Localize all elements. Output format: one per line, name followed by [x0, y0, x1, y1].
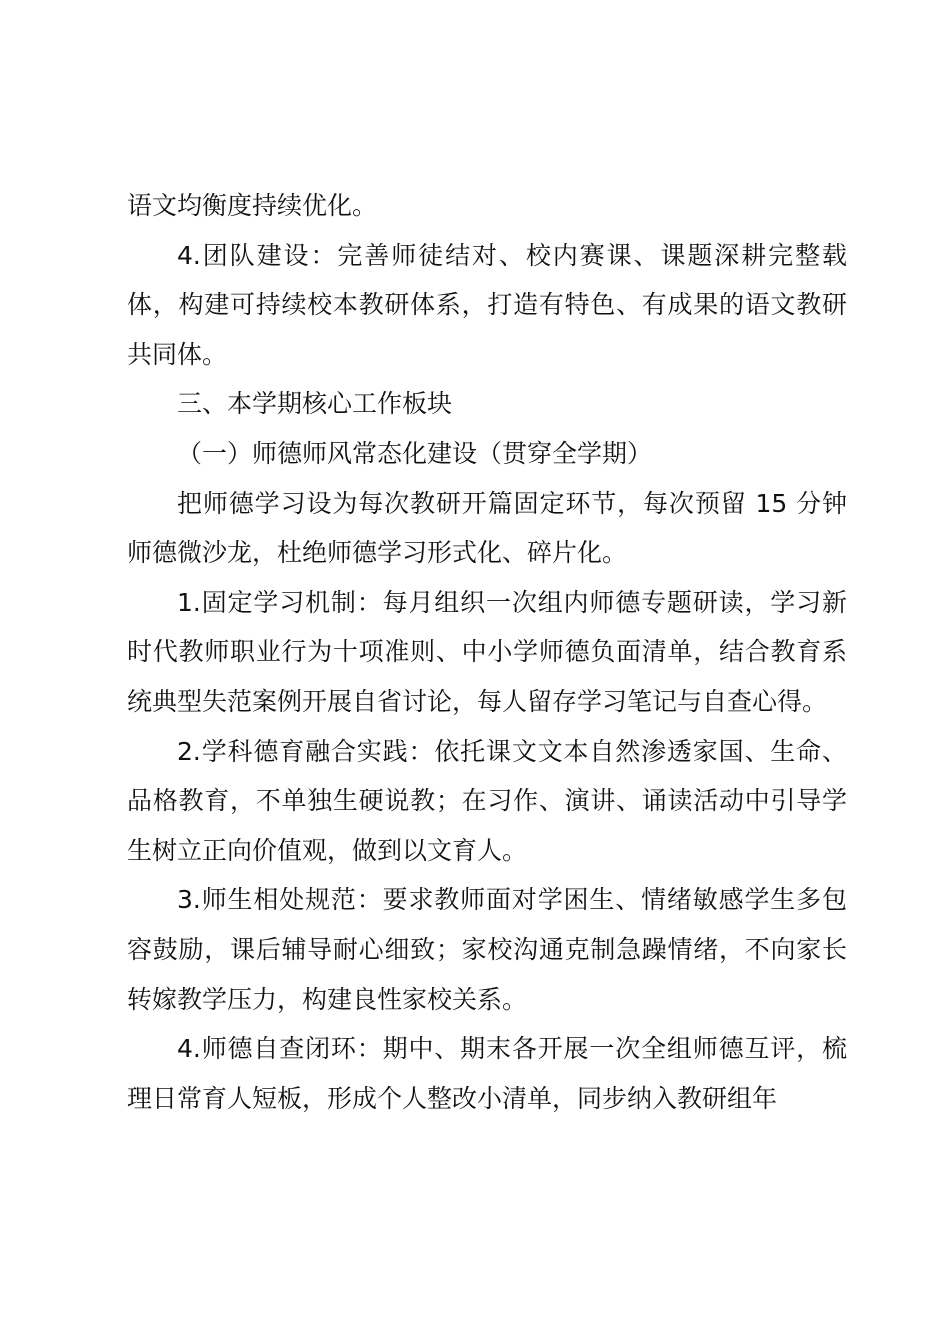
paragraph-teacher-student: 3.师生相处规范：要求教师面对学困生、情绪敏感学生多包容鼓励，课后辅导耐心细致；家校沟通克制急躁情绪，不向家长转嫁教学压力，构建良性家校关系。 — [127, 885, 847, 1014]
paragraph-learning-mechanism: 1.固定学习机制：每月组织一次组内师德专题研读，学习新时代教师职业行为十项准则、中小学师德负面清单，结合教育系统典型失范案例开展自省讨论，每人留存学习笔记与自查心得。 — [127, 587, 847, 716]
paragraph-team-building: 4.团队建设：完善师徒结对、校内赛课、课题深耕完整载体，构建可持续校本教研体系，打造有特色、有成果的语文教研共同体。 — [127, 240, 847, 369]
paragraph-continuation: 语文均衡度持续优化。 — [127, 191, 378, 220]
paragraph-self-check: 4.师德自查闭环：期中、期末各开展一次全组师德互评，梳理日常育人短板，形成个人整改小清单，同步纳入教研组年 — [127, 1034, 847, 1113]
subsection-heading-ethics: （一）师德师风常态化建设（贯穿全学期） — [177, 438, 653, 468]
document-body — [127, 181, 847, 1123]
paragraph-ethics-intro: 把师德学习设为每次教研开篇固定环节，每次预留 15 分钟师德微沙龙，杜绝师德学习形式化、碎片化。 — [127, 488, 847, 568]
section-heading-core-work: 三、本学期核心工作板块 — [177, 389, 453, 419]
paragraph-moral-education: 2.学科德育融合实践：依托课文文本自然渗透家国、生命、品格教育，不单独生硬说教；在习作、演讲、诵读活动中引导学生树立正向价值观，做到以文育人。 — [127, 736, 847, 865]
